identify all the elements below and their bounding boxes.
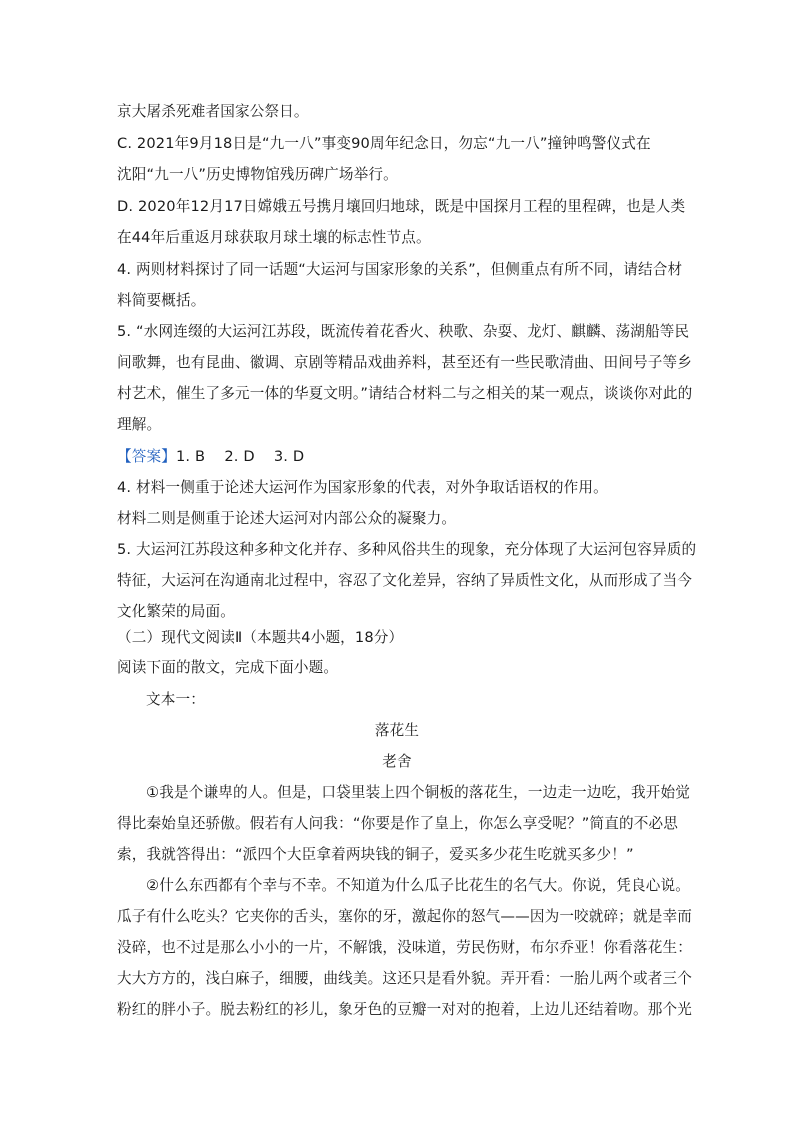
essay-paragraph-2-line: 粉红的胖小子。脱去粉红的衫儿，象牙色的豆瓣一对对的抱着，上边儿还结着吻。那个光: [117, 1001, 693, 1018]
answer-5-line: 文化繁荣的局面。: [117, 603, 235, 620]
question-4-line: 4. 两则材料探讨了同一话题“大运河与国家形象的关系”，但侧重点有所不同，请结合材: [117, 261, 683, 278]
essay-paragraph-1-line: 得比秦始皇还骄傲。假若有人问我：“你要是作了皇上，你怎么享受呢？”简直的不必思: [117, 815, 678, 832]
answer-line: [117, 447, 304, 467]
question-5-line: 间歌舞，也有昆曲、徽调、京剧等精品戏曲养料，甚至还有一些民歌清曲、田间号子等乡: [117, 354, 693, 371]
section-heading: （二）现代文阅读Ⅱ（本题共4小题，18分）: [117, 629, 404, 646]
question-4-line: 料简要概括。: [117, 292, 206, 309]
question-text-line: 京大屠杀死难者国家公祭日。: [117, 103, 309, 120]
option-d-line: 在44年后重返月球获取月球土壤的标志性节点。: [117, 229, 431, 246]
essay-paragraph-1-line: ①我是个谦卑的人。但是，口袋里装上四个铜板的落花生，一边走一边吃，我开始觉: [146, 784, 691, 801]
essay-paragraph-2-line: 瓜子有什么吃头？它夹你的舌头，塞你的牙，激起你的怒气——因为一咬就碎；就是幸而: [117, 908, 693, 925]
answer-values: 1. B 2. D 3. D: [175, 448, 305, 465]
answer-4-line: 4. 材料一侧重于论述大运河作为国家形象的代表，对外争取话语权的作用。: [117, 479, 608, 496]
option-c-line: 沈阳“九一八”历史博物馆残历碑广场举行。: [117, 166, 398, 183]
option-c-line: C. 2021年9月18日是“九一八”事变90周年纪念日，勿忘“九一八”撞钟鸣警仪式在: [117, 135, 651, 152]
answer-5-line: 5. 大运河江苏段这种多种文化并存、多种风俗共生的现象，充分体现了大运河包容异质的: [117, 541, 697, 558]
essay-paragraph-2-line: 没碎，也不过是那么小小的一片，不解饿，没味道，劳民伤财，布尔乔亚！你看落花生：: [117, 939, 693, 956]
question-5-line: 村艺术，催生了多元一体的华夏文明。”请结合材料二与之相关的某一观点，谈谈你对此的: [117, 385, 693, 402]
question-5-line: 5. “水网连缀的大运河江苏段，既流传着花香火、秧歌、杂耍、龙灯、麒麟、荡湖船等民: [117, 323, 690, 340]
option-d-line: D. 2020年12月17日嫦娥五号携月壤回归地球，既是中国探月工程的里程碑，也是人类: [117, 198, 686, 215]
essay-paragraph-1-line: 索，我就答得出：“派四个大臣拿着两块钱的铜子，爱买多少花生吃就买多少！”: [117, 846, 634, 863]
question-5-line: 理解。: [117, 416, 162, 433]
essay-paragraph-2-line: 大大方方的，浅白麻子，细腰，曲线美。这还只是看外貌。弄开看：一胎儿两个或者三个: [117, 970, 693, 987]
text-label: 文本一：: [146, 691, 205, 708]
answer-tag: 【答案】: [117, 448, 176, 465]
section-instruction: 阅读下面的散文，完成下面小题。: [117, 659, 339, 676]
essay-author: 老舍: [382, 753, 412, 770]
answer-4-line: 材料二则是侧重于论述大运河对内部公众的凝聚力。: [117, 510, 457, 527]
answer-5-line: 特征，大运河在沟通南北过程中，容忍了文化差异，容纳了异质性文化，从而形成了当今: [117, 572, 693, 589]
essay-paragraph-2-line: ②什么东西都有个幸与不幸。不知道为什么瓜子比花生的名气大。你说，凭良心说。: [146, 877, 691, 894]
essay-title: 落花生: [374, 722, 420, 739]
